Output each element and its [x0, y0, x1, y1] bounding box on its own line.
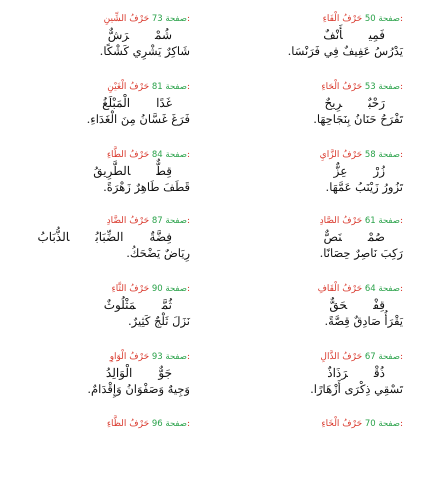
word-examples	[10, 298, 190, 312]
letter-title: حَرْفُ الْوَاوِ:	[109, 352, 190, 362]
page-number: صفحة 53	[364, 82, 400, 92]
word: رَحْبٌ	[368, 96, 385, 110]
letter-title: حَرْفُ الصَّادِ:	[319, 216, 403, 226]
entry-tha	[10, 284, 190, 352]
letter-title: حَرْفُ الظَّاءِ:	[106, 419, 190, 429]
example-sentence: رَكِبَ نَاصِرٌ حِصَانًا.	[319, 246, 403, 260]
entry-header	[10, 216, 190, 226]
page-number: صفحة 87	[151, 216, 187, 226]
entry-zay	[223, 150, 403, 218]
example-sentence: يَدْرُسُ عَفِيفٌ فِي فَرَنْسَا.	[287, 44, 403, 58]
word: رَشٌّ	[107, 28, 129, 42]
word-examples	[223, 164, 403, 178]
letter-title: حَرْفُ الزَّايِ:	[319, 150, 403, 160]
word: نَصٌّ	[323, 230, 342, 244]
example-sentence: رِيَاضٌ يَضْحَكُ.	[126, 246, 190, 260]
entry-ta	[10, 150, 190, 218]
word: الْمَبْلَغُ	[102, 96, 131, 110]
word: جَوٌّ	[158, 366, 172, 380]
entry-header	[223, 14, 403, 24]
entry-dad	[10, 216, 190, 284]
page-number: صفحة 84	[151, 150, 187, 160]
word: الضِّبَابُ	[95, 230, 124, 244]
word-examples	[223, 28, 403, 42]
word: مَثْلُوثٌ	[103, 298, 136, 312]
example-sentence: وَجِيهٌ وَصَفْوَانُ وَإِقْدَامٌ.	[87, 382, 190, 396]
example-sentence: تَفْرَحُ حَنَانُ بِنَجَاحِهَا.	[313, 112, 403, 126]
word: قِطٌّ	[156, 164, 172, 178]
word: حَقٌّ	[329, 298, 348, 312]
example-sentence: تَزُورُ زَيْنَبُ عَمَّهَا.	[325, 180, 403, 194]
word: قِفْ	[373, 298, 385, 312]
example-sentence: قَطَفَ طَاهِرٌ زَهْرَةً.	[103, 180, 190, 194]
word: أَنْفٌ	[323, 28, 343, 42]
page-number: صفحة 93	[151, 352, 187, 362]
example-sentence: فَرَغَ غَسَّانُ مِنَ الْغَدَاءِ.	[86, 112, 190, 126]
entry-header	[223, 216, 403, 226]
example-sentence: نَزَلَ ثَلْجٌ كَثِيرٌ.	[127, 314, 190, 328]
word-examples	[223, 298, 403, 312]
letter-title: حَرْفُ الْفَاءِ:	[322, 14, 403, 24]
letter-title: حَرْفُ الضَّادِ:	[106, 216, 190, 226]
letter-title: حَرْفُ الْحَاءِ:	[321, 82, 403, 92]
entry-header	[10, 82, 190, 92]
entry-header	[223, 150, 403, 160]
word-examples	[223, 366, 403, 380]
entry-header	[223, 419, 403, 429]
entry-za	[10, 419, 190, 487]
word: صُمْ	[367, 230, 385, 244]
word: رِيحٌ	[324, 96, 343, 110]
entry-header	[223, 82, 403, 92]
word-examples	[10, 366, 190, 380]
entry-waw	[10, 352, 190, 420]
word: غَدًا	[156, 96, 172, 110]
word-examples	[223, 96, 403, 110]
page-number: صفحة 67	[364, 352, 400, 362]
example-sentence: يَقْرَأُ صَادِقٌ قِصَّةً.	[324, 314, 403, 328]
letter-title: حَرْفُ الْغَيْنِ:	[107, 82, 190, 92]
entry-header	[10, 150, 190, 160]
letter-title: حَرْفُ الطَّاءِ:	[106, 150, 190, 160]
word: رَذَاذٌ	[327, 366, 348, 380]
word: عِزٌّ	[333, 164, 348, 178]
entry-header	[10, 352, 190, 362]
word-examples	[10, 96, 190, 110]
letter-title: حَرْفُ الْقَافِ:	[317, 284, 403, 294]
letter-title: حَرْفُ الذَّالِ:	[320, 352, 403, 362]
word-examples	[10, 164, 190, 178]
page-number: صفحة 64	[364, 284, 400, 294]
letter-title: حَرْفُ الْخَاءِ:	[321, 419, 403, 429]
entry-ghayn	[10, 82, 190, 150]
entry-header	[223, 284, 403, 294]
word: الْوَالِدُ	[105, 366, 133, 380]
word-examples	[10, 28, 190, 42]
word-examples	[10, 230, 190, 244]
word: فِضَّةٌ	[149, 230, 172, 244]
word: الذُّبَابُ	[37, 230, 70, 244]
word-examples	[223, 230, 403, 244]
word: الطَّرِيقُ	[93, 164, 131, 178]
entry-kha	[223, 419, 403, 487]
entry-dhal	[223, 352, 403, 420]
page-number: صفحة 70	[364, 419, 400, 429]
letter-title: حَرْفُ الثَّاءِ:	[111, 284, 190, 294]
word: ذُقْ	[373, 366, 385, 380]
entry-header	[10, 14, 190, 24]
entry-ha	[223, 82, 403, 150]
letter-title: حَرْفُ الشِّينِ:	[103, 14, 190, 24]
example-sentence: شَاكِرٌ يَشْرِي كَشْكًا.	[99, 44, 190, 58]
entry-fa	[223, 14, 403, 82]
word: فَمِي	[368, 28, 385, 42]
page-number: صفحة 96	[151, 419, 187, 429]
example-sentence: تَسْقِي ذِكْرَى أَزْهَارًا.	[310, 382, 403, 396]
entry-header	[223, 352, 403, 362]
word: شُمْ	[155, 28, 172, 42]
page-number: صفحة 73	[151, 14, 187, 24]
entry-shin	[10, 14, 190, 82]
entry-header	[10, 419, 190, 429]
page-number: صفحة 81	[151, 82, 187, 92]
page-number: صفحة 61	[364, 216, 400, 226]
page-number: صفحة 90	[151, 284, 187, 294]
entry-header	[10, 284, 190, 294]
entry-qaf	[223, 284, 403, 352]
page-number: صفحة 58	[364, 150, 400, 160]
word: ثُمَّ	[161, 298, 172, 312]
page-number: صفحة 50	[364, 14, 400, 24]
word: زُرْ	[373, 164, 385, 178]
entry-sad	[223, 216, 403, 284]
